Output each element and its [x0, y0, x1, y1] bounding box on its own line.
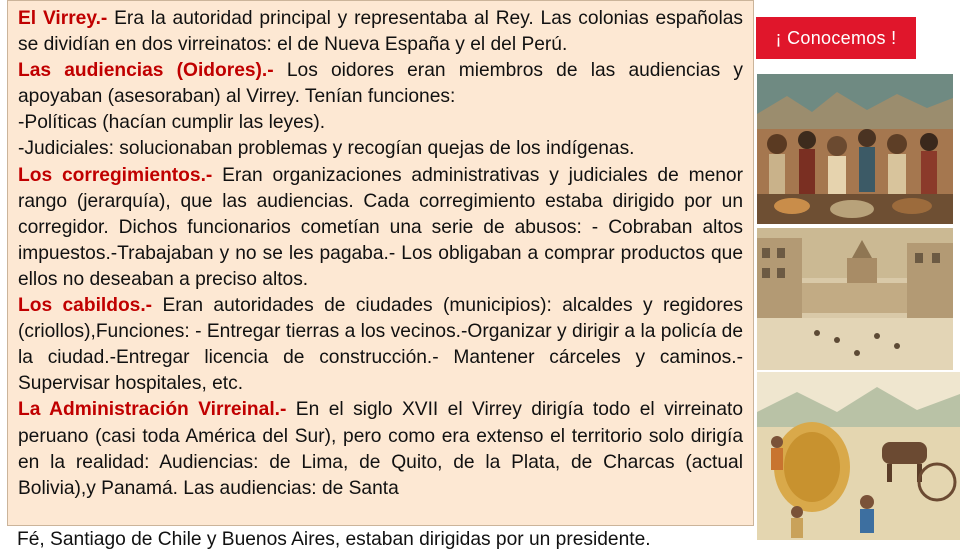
text-corregimientos: Eran organizaciones administrativas y judiciales de menor rango (jerarquía), que las audiencias. Cada corregimiento estaba dirigido por un corregidor. Dichos funcionarios cometían una serie de abusos: - Cobraban altos impuestos.-Trabajaban y no se les pagaba.- Los obligaban a comprar productos que ellos no deseaban a preciso altos. [18, 164, 743, 290]
heading-cabildos: Los cabildos.- [18, 295, 153, 317]
colonial-plaza-image [757, 228, 953, 370]
colonial-mural-image [757, 74, 953, 224]
paragraph-cabildos [18, 293, 743, 397]
conocemos-badge: ¡ Conocemos ! [756, 17, 916, 59]
text-body [18, 6, 743, 502]
heading-administracion: La Administración Virreinal.- [18, 399, 287, 421]
paragraph-administracion [18, 397, 743, 501]
overflow-text-line: Fé, Santiago de Chile y Buenos Aires, estaban dirigidas por un presidente. [17, 529, 651, 550]
text-audiencias: Los oidores eran miembros de las audiencias y apoyaban (asesoraban) al Virrey. Tenían funciones: [18, 60, 743, 108]
text-panel [7, 0, 754, 526]
heading-corregimientos: Los corregimientos.- [18, 164, 213, 186]
heading-audiencias: Las audiencias (Oidores).- [18, 60, 274, 82]
paragraph-audiencias [18, 58, 743, 110]
text-virrey: Era la autoridad principal y representaba al Rey. Las colonias españolas se dividían en dos virreinatos: el de Nueva España y el del Perú. [18, 8, 743, 56]
colonial-field-image [757, 372, 960, 540]
paragraph-judiciales: -Judiciales: solucionaban problemas y recogían quejas de los indígenas. [18, 138, 635, 160]
paragraph-virrey [18, 6, 743, 58]
text-cabildos: Eran autoridades de ciudades (municipios): alcaldes y regidores (criollos),Funciones: - Entregar tierras a los vecinos.-Organizar y dirigir a la policía de la ciudad.-Entregar licencia de construcción.- Mantener cárceles y caminos.-Supervisar hospitales, etc. [18, 295, 743, 395]
paragraph-corregimientos [18, 163, 743, 293]
heading-virrey: El Virrey.- [18, 8, 108, 29]
text-administracion: En el siglo XVII el Virrey dirigía todo el virreinato peruano (casi toda América del Sur), pero como era extenso el territorio solo dirigía en la realidad: Audiencias: de Lima, de Quito, de la Plata, de Charcas (actual Bolivia),y Panamá. Las audiencias: de Santa [18, 399, 743, 499]
paragraph-politicas: -Políticas (hacían cumplir las leyes). [18, 112, 326, 134]
